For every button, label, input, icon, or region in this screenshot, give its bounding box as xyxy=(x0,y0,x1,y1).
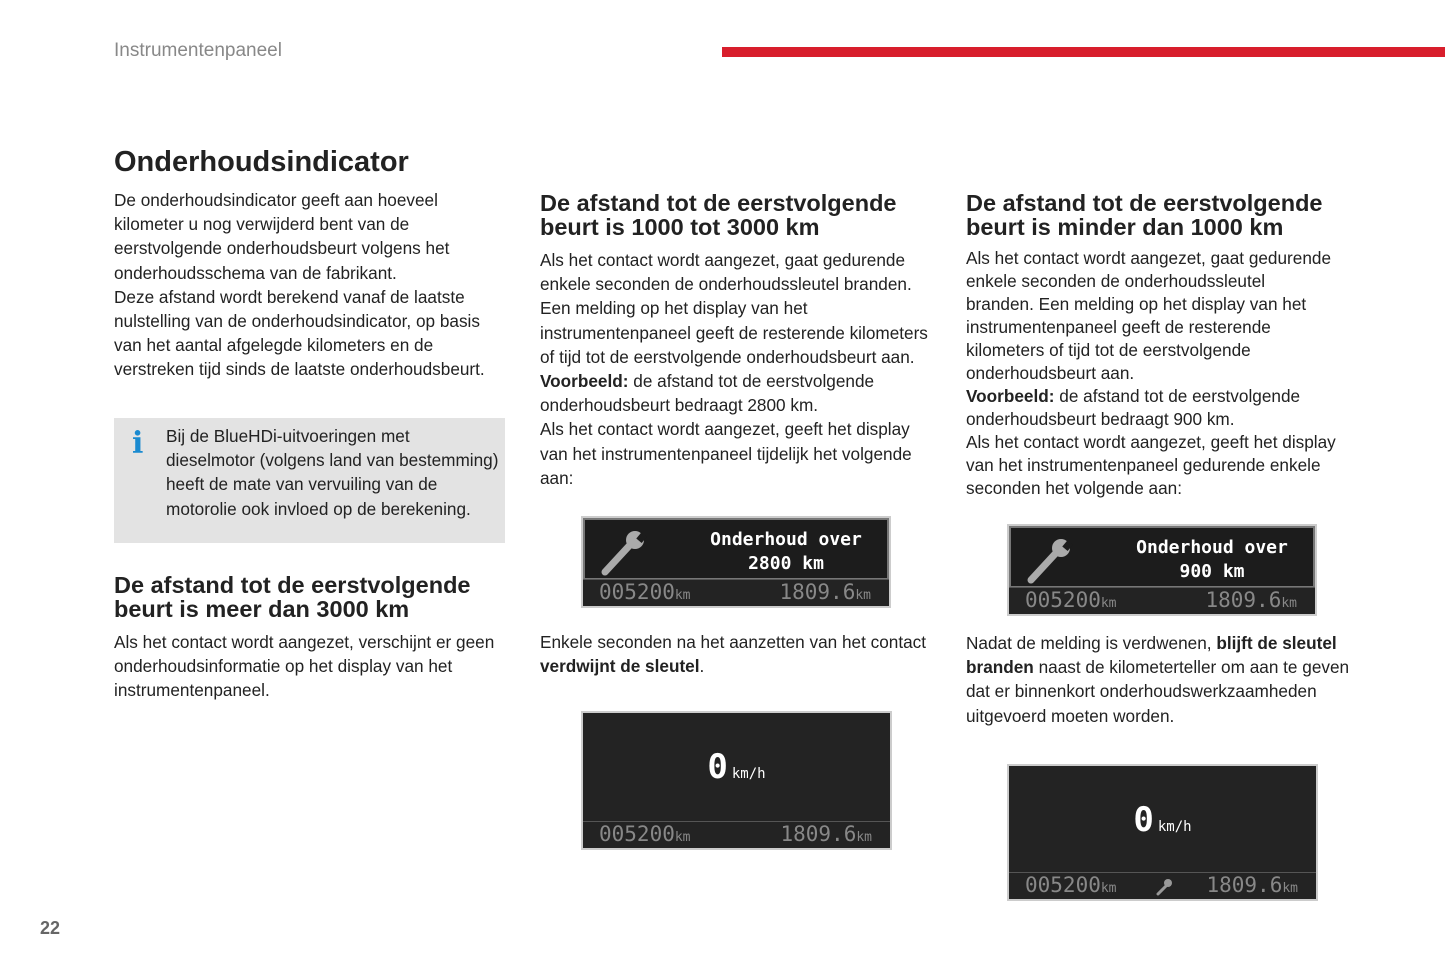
dashboard-display-message xyxy=(581,516,891,608)
intro-text: De onderhoudsindicator geeft aan hoeveel kilometer u nog verwijderd bent van de eerstvolgende onderhoudsbeurt volgens het onderhoudsschema van de fabrikant. xyxy=(114,190,450,283)
example-text: Voorbeeld: de afstand tot de eerstvolgende onderhoudsbeurt bedraagt 2800 km. xyxy=(540,371,875,416)
section-text: Als het contact wordt aangezet, gaat gedurende enkele seconden de onderhoudssleutel branden. Een melding op het display van het instrumentenpaneel geeft de resterende kilometers of tijd tot de eerstvolgende onderhoudsbeurt aan. xyxy=(966,248,1332,383)
odometer: 005200km xyxy=(599,822,691,846)
info-icon: i xyxy=(132,426,144,461)
after-text: Nadat de melding is verdwenen, blijft de sleutel branden naast de kilometerteller om aan te geven dat er binnenkort onderhoudswerkzaamheden uitgevoerd moeten worden. xyxy=(966,633,1350,726)
trip-meter: 1809.6km xyxy=(779,580,871,604)
odometer: 005200km xyxy=(1025,873,1117,897)
header-red-bar xyxy=(722,47,1445,57)
wrench-icon xyxy=(1155,878,1173,896)
example-label: Voorbeeld: xyxy=(540,371,629,392)
page-number: 22 xyxy=(40,918,61,938)
speed-value: 0 xyxy=(1133,800,1154,840)
section-heading-1000-3000: De afstand tot de eerstvolgende beurt is 1000 tot 3000 km xyxy=(540,190,897,240)
example-text: Voorbeeld: de afstand tot de eerstvolgende onderhoudsbeurt bedraagt 900 km. xyxy=(966,386,1301,429)
odometer: 005200km xyxy=(599,580,691,604)
display-message-line2: 2800 km xyxy=(748,553,824,574)
after-text: Enkele seconden na het aanzetten van het contact verdwijnt de sleutel. xyxy=(540,632,927,677)
section-heading-over-3000: De afstand tot de eerstvolgende beurt is meer dan 3000 km xyxy=(114,572,471,622)
wrench-icon xyxy=(599,528,649,576)
section-text: Als het contact wordt aangezet, gaat gedurende enkele seconden de onderhoudssleutel branden. Een melding op het display van het instrumentenpaneel geeft de resterende kilometers of tijd tot de eerstvolgende onderhoudsbeurt aan. xyxy=(540,250,928,367)
section-heading-under-1000: De afstand tot de eerstvolgende beurt is minder dan 1000 km xyxy=(966,190,1323,240)
trip-meter: 1809.6km xyxy=(780,822,872,846)
trip-meter: 1809.6km xyxy=(1205,588,1297,612)
intro-text-2: Deze afstand wordt berekend vanaf de laatste nulstelling van de onderhoudsindicator, op basis van het aantal afgelegde kilometers en de verstreken tijd sinds de laatste onderhoudsbeurt. xyxy=(114,286,485,380)
section-text-over-3000: Als het contact wordt aangezet, verschijnt er geen onderhoudsinformatie op het display van het instrumentenpaneel. xyxy=(114,632,495,701)
wrench-icon xyxy=(1025,536,1075,584)
info-box xyxy=(114,418,505,543)
example-label: Voorbeeld: xyxy=(966,386,1055,406)
section-text-2: Als het contact wordt aangezet, geeft het display van het instrumentenpaneel tijdelijk het volgende aan: xyxy=(540,419,912,488)
section-header: Instrumentenpaneel xyxy=(114,40,282,61)
trip-meter: 1809.6km xyxy=(1206,873,1298,897)
dashboard-display-speed: 0 km/h 005200km 1809.6km xyxy=(1007,764,1318,901)
info-text: Bij de BlueHDi-uitvoeringen met dieselmotor (volgens land van bestemming) heeft de mate van vervuiling van de motorolie ook invloed op de berekening. xyxy=(166,426,499,519)
display-message-line1: Onderhoud over xyxy=(710,529,862,550)
display-message-line1: Onderhoud over xyxy=(1136,537,1288,558)
page-title: Onderhoudsindicator xyxy=(114,146,409,178)
display-message-line2: 900 km xyxy=(1179,561,1245,582)
dashboard-display-message xyxy=(1007,524,1317,616)
odometer: 005200km xyxy=(1025,588,1117,612)
dashboard-display-speed: 0 km/h 005200km 1809.6km xyxy=(581,711,892,850)
speed-value: 0 xyxy=(707,747,728,787)
section-text-2: Als het contact wordt aangezet, geeft het display van het instrumentenpaneel gedurende enkele seconden het volgende aan: xyxy=(966,432,1336,498)
